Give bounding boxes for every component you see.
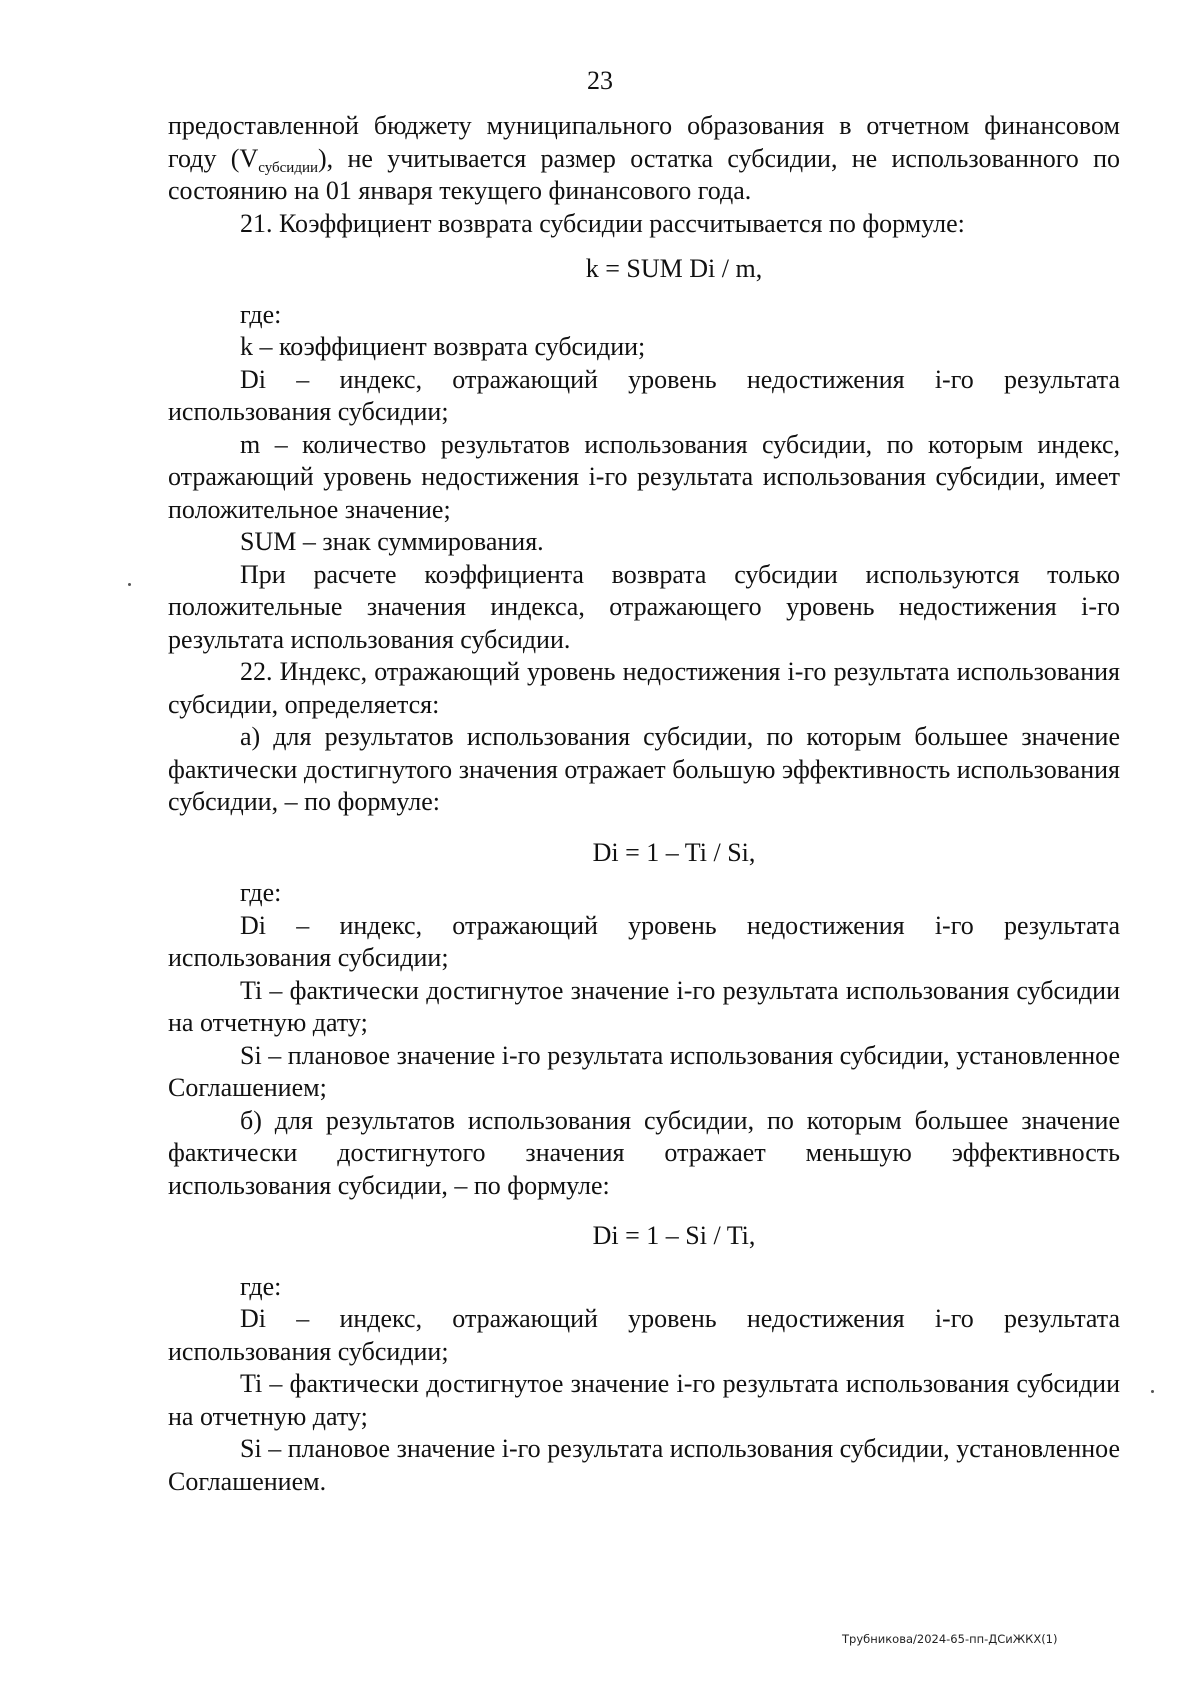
definition-sum: SUM – знак суммирования. — [240, 527, 544, 556]
formula-k: k = SUM Di / m, — [585, 254, 763, 283]
definition-k: k – коэффициент возврата субсидии; — [240, 332, 646, 361]
scan-speck — [128, 583, 131, 586]
where-label: где: — [240, 299, 282, 329]
paragraph-22: 22. Индекс, отражающий уровень недостижения i-го результата использования субсидии, определяется: — [168, 657, 1120, 719]
document-body — [168, 110, 1120, 1498]
paragraph-21: 21. Коэффициент возврата субсидии рассчитывается по формуле: — [240, 208, 965, 238]
page-number: 23 — [587, 66, 613, 95]
text-run: предоставленной бюджету муниципального образования в отчетном финансовом году (V — [168, 111, 1120, 173]
where-label: где: — [240, 1271, 282, 1301]
case-a: а) для результатов использования субсидии, по которым большее значение фактически достигнутого значения отражает большую эффективность использования субсидии, – по формуле: — [168, 722, 1120, 816]
formula-a: Di = 1 – Ti / Si, — [592, 837, 756, 867]
footer-document-code: Трубникова/2024-65-пп-ДСиЖКХ(1) — [842, 1632, 1058, 1646]
definition-ti: Ti – фактически достигнутое значение i-го результата использования субсидии на отчетную дату; — [168, 1369, 1120, 1431]
definition-si: Si – плановое значение i-го результата использования субсидии, установленное Соглашением; — [168, 1040, 1120, 1102]
definition-ti: Ti – фактически достигнутое значение i-го результата использования субсидии на отчетную дату; — [168, 975, 1120, 1037]
note-paragraph: При расчете коэффициента возврата субсидии используются только положительные значения индекса, отражающего уровень недостижения i-го результата использования субсидии. — [168, 559, 1120, 654]
paragraph-continuation — [168, 110, 1120, 208]
where-label: где: — [240, 878, 282, 907]
scan-speck — [1151, 1390, 1154, 1393]
definition-si: Si – плановое значение i-го результата использования субсидии, установленное Соглашением. — [168, 1434, 1120, 1496]
definition-di: Di – индекс, отражающий уровень недостижения i-го результата использования субсидии; — [168, 364, 1120, 426]
definition-di: Di – индекс, отражающий уровень недостижения i-го результата использования субсидии; — [168, 910, 1120, 972]
definition-m: m – количество результатов использования субсидии, по которым индекс, отражающий уровень недостижения i-го результата использования субсидии, имеет положительное значение; — [168, 429, 1120, 524]
definition-di: Di – индекс, отражающий уровень недостижения i-го результата использования субсидии; — [168, 1304, 1120, 1366]
formula-b: Di = 1 – Si / Ti, — [592, 1221, 756, 1250]
text-run: ), не учитывается размер остатка субсидии, не использованного по состоянию на 01 января текущего финансового года. — [168, 143, 1120, 205]
case-b: б) для результатов использования субсидии, по которым большее значение фактически достигнутого значения отражает меньшую эффективность использования субсидии, – по формуле: — [168, 1105, 1120, 1200]
subscript: субсидии — [258, 159, 318, 176]
